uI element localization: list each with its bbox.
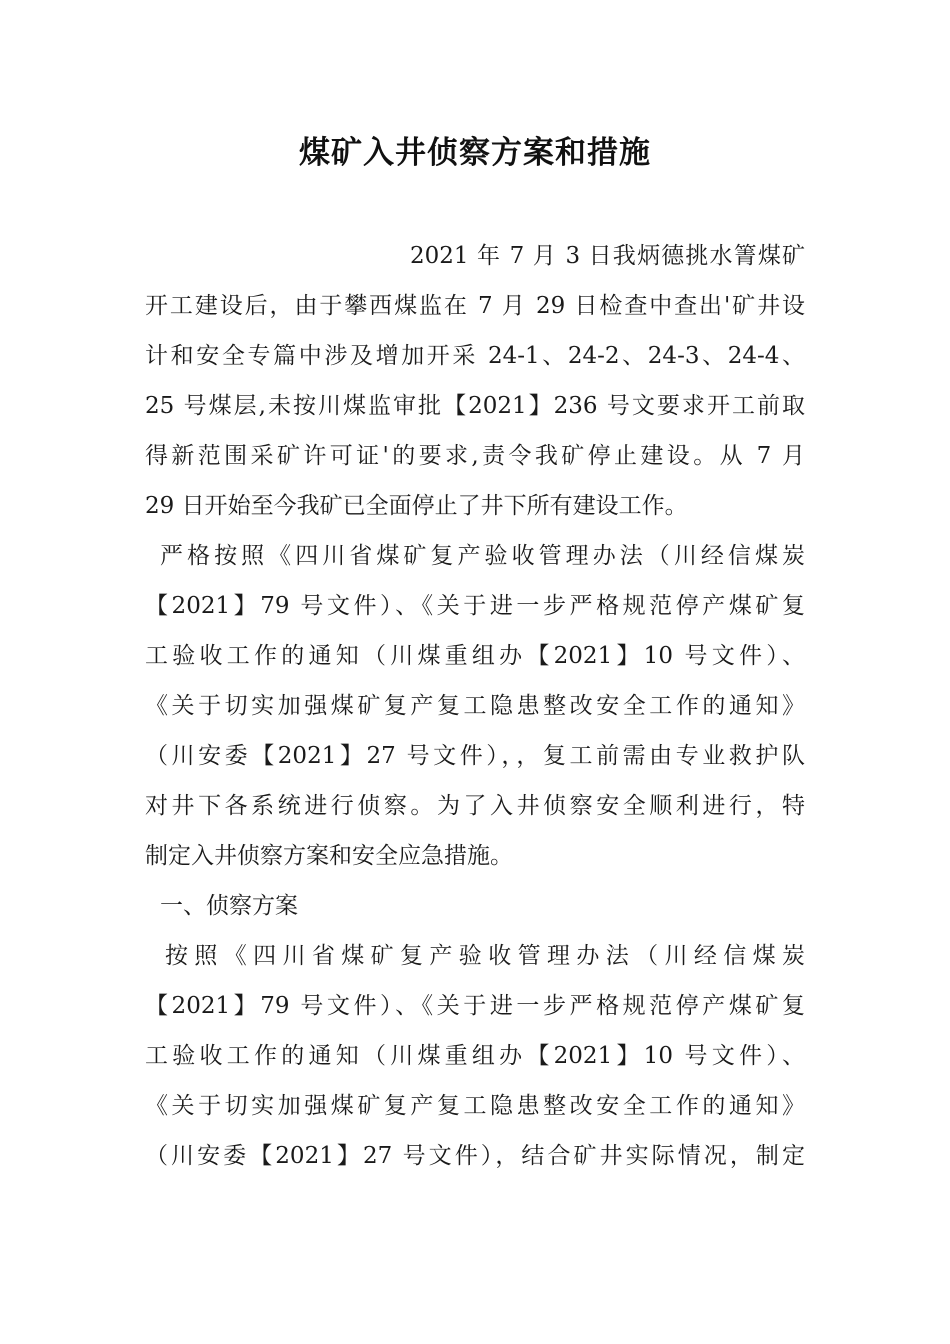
paragraph-line: 【2021】79 号文件）、《关于进一步严格规范停产煤矿复: [145, 993, 805, 1019]
paragraph-line: 得新范围采矿许可证'的要求,责令我矿停止建设。从 7 月: [145, 443, 805, 469]
paragraph-line: 29 日开始至今我矿已全面停止了井下所有建设工作。: [145, 493, 688, 519]
paragraph-line: 工验收工作的通知（川煤重组办【2021】10 号文件）、: [145, 643, 805, 669]
paragraph-line: 2021 年 7 月 3 日我炳德挑水箐煤矿: [410, 243, 805, 269]
paragraph-line: 对井下各系统进行侦察。为了入井侦察安全顺利进行，特: [145, 793, 805, 819]
section-heading: 一、侦察方案: [160, 893, 298, 919]
paragraph-line: 工验收工作的通知（川煤重组办【2021】10 号文件）、: [145, 1043, 805, 1069]
paragraph-line: 严格按照《四川省煤矿复产验收管理办法（川经信煤炭: [160, 543, 805, 569]
paragraph-line: 计和安全专篇中涉及增加开采 24-1、24-2、24-3、24-4、: [145, 343, 805, 369]
paragraph-line: 《关于切实加强煤矿复产复工隐患整改安全工作的通知》: [145, 1093, 805, 1119]
paragraph-line: （川安委【2021】27 号文件），，复工前需由专业救护队: [145, 743, 805, 769]
paragraph-line: 25 号煤层,未按川煤监审批【2021】236 号文要求开工前取: [145, 393, 805, 419]
paragraph-line: 制定入井侦察方案和安全应急措施。: [145, 843, 513, 869]
paragraph-line: （川安委【2021】27 号文件），结合矿井实际情况，制定: [145, 1143, 805, 1169]
document-title: 煤矿入井侦察方案和措施: [299, 135, 651, 171]
paragraph-line: 开工建设后，由于攀西煤监在 7 月 29 日检查中查出'矿井设: [145, 293, 805, 319]
paragraph-line: 【2021】79 号文件）、《关于进一步严格规范停产煤矿复: [145, 593, 805, 619]
paragraph-line: 按照《四川省煤矿复产验收管理办法（川经信煤炭: [165, 943, 805, 969]
paragraph-line: 《关于切实加强煤矿复产复工隐患整改安全工作的通知》: [145, 693, 805, 719]
